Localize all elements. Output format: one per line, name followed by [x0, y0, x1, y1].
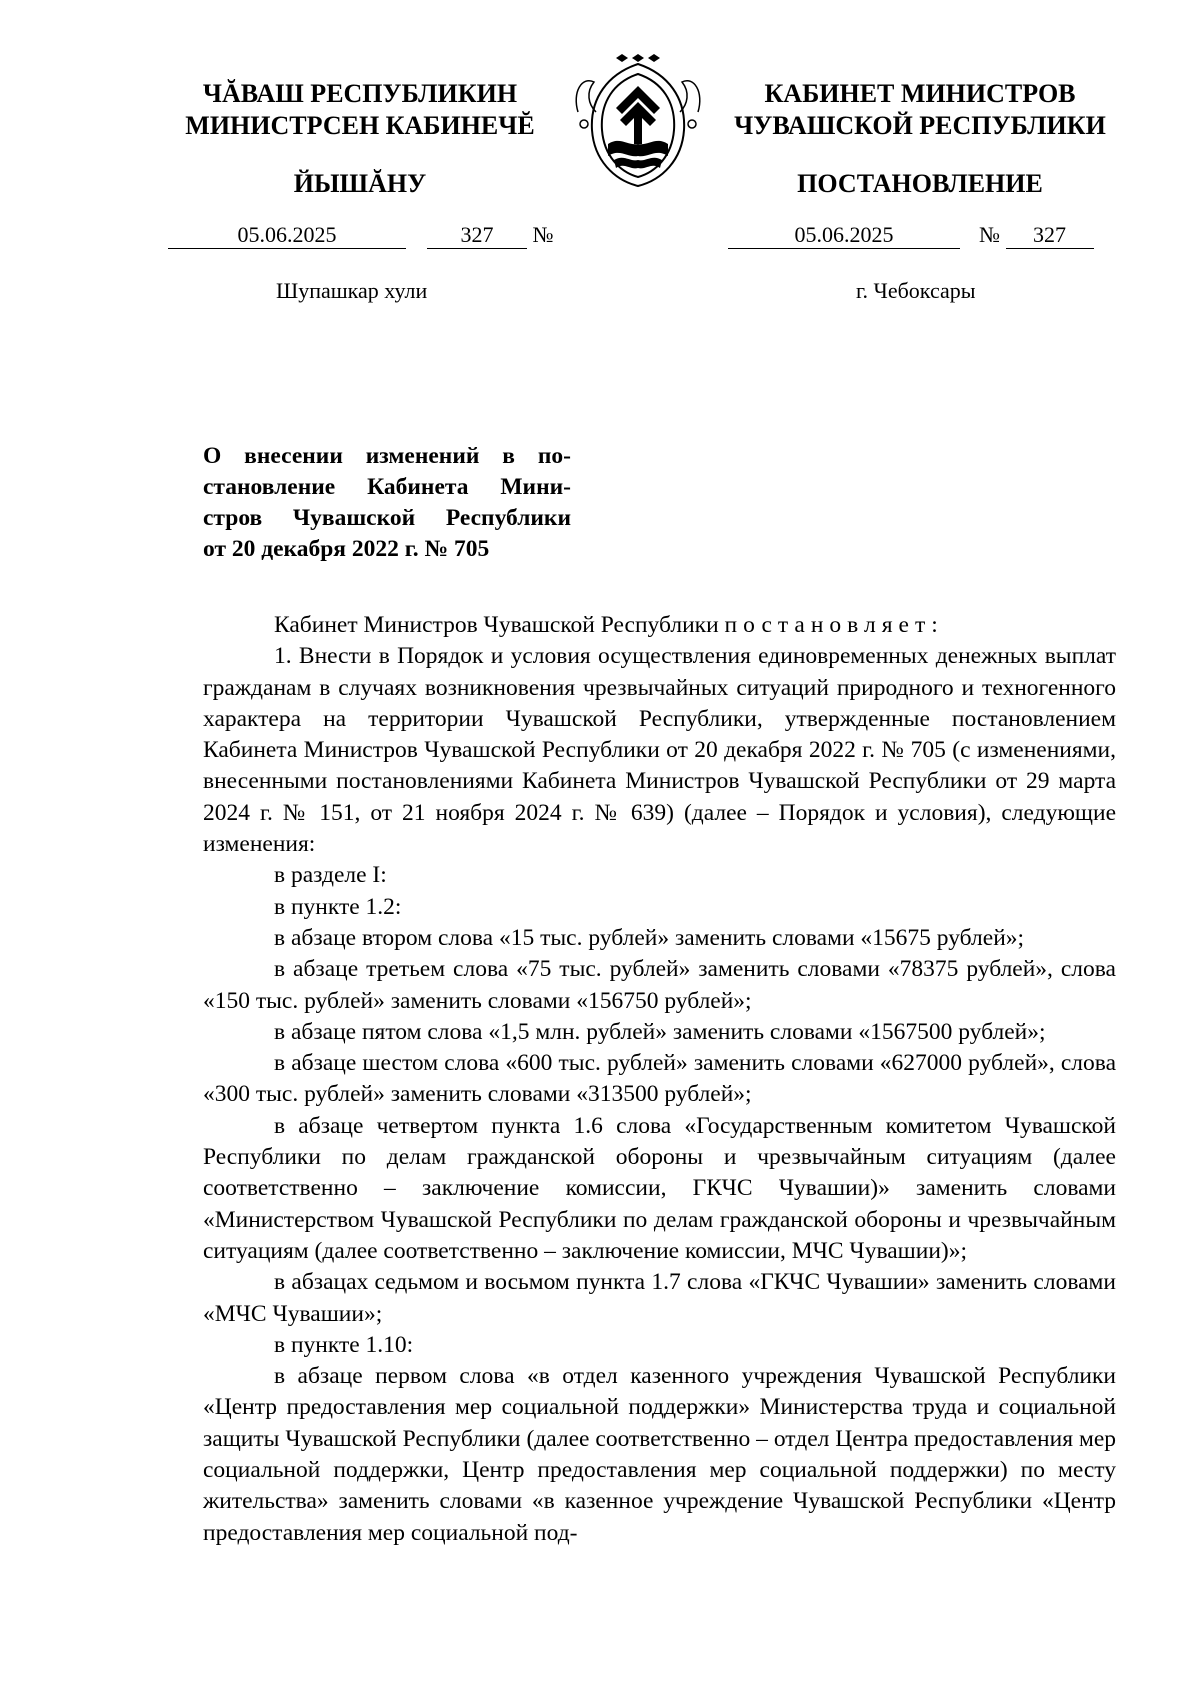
right-date: 05.06.2025 [728, 222, 960, 249]
body-paragraph: в абзаце третьем слова «75 тыс. рублей» заменить словами «78375 рублей», слова «150 тыс. рублей» заменить словами «156750 рублей»; [203, 956, 1116, 1014]
body-paragraph: в абзаце пятом слова «1,5 млн. рублей» заменить словами «1567500 рублей»; [274, 1018, 1046, 1045]
right-number-sign: № [979, 222, 1000, 247]
left-date: 05.06.2025 [168, 222, 406, 249]
title-line: О внесении изменений в по- [203, 443, 571, 469]
intro-paragraph [203, 610, 1116, 641]
header-russian-line2: ЧУВАШСКОЙ РЕСПУБЛИКИ [734, 111, 1106, 140]
chuvash-emblem-icon [568, 52, 708, 192]
right-date-number-line [728, 222, 1094, 249]
body-paragraph: в абзаце втором слова «15 тыс. рублей» заменить словами «15675 рублей»; [274, 924, 1025, 951]
intro-prefix: Кабинет Министров Чувашской Республики [274, 612, 719, 638]
body-paragraph: в абзаце шестом слова «600 тыс. рублей» заменить словами «627000 рублей», слова «300 тыс. рублей» заменить словами «313500 рублей»; [203, 1050, 1116, 1108]
header-chuvash [160, 78, 560, 200]
body-paragraph: 1. Внести в Порядок и условия осуществления единовременных денежных выплат гражданам в случаях возникновения чрезвычайных ситуаций природного и техногенного характера на территории Чувашской Республики, утвержденные постановлением Кабинета Министров Чувашской Республики от 20 декабря 2022 г. № 705 (с изменениями, внесенными постановлениями Кабинета Министров Чувашской Республики от 29 марта 2024 г. № 151, от 21 ноября 2024 г. № 639) (далее – Порядок и условия), следующие изменения: [203, 643, 1116, 858]
body-paragraph: в абзаце четвертом пункта 1.6 слова «Государственным комитетом Чувашской Республики по делам гражданской обороны и чрезвычайным ситуациям (далее соответственно – заключение комиссии, ГКЧС Чувашии)» заменить словами «Министерством Чувашской Республики по делам гражданской обороны и чрезвычайным ситуациям (далее соответственно – заключение комиссии, МЧС Чувашии)»; [203, 1112, 1116, 1264]
body-paragraph: в разделе I: [274, 862, 387, 889]
header-chuvash-doctype: ЙЫШĂНУ [293, 169, 427, 198]
right-number: 327 [1006, 222, 1094, 249]
body-paragraph: в пункте 1.2: [274, 893, 402, 920]
left-number-sign: № [532, 222, 554, 247]
title-line: становление Кабинета Мини- [203, 474, 571, 500]
left-number: 327 [427, 222, 527, 249]
header-russian-doctype: ПОСТАНОВЛЕНИЕ [797, 169, 1043, 198]
header-russian-line1: КАБИНЕТ МИНИСТРОВ [764, 79, 1076, 108]
body-paragraph: в абзаце первом слова «в отдел казенного учреждения Чувашской Республики «Центр предоставления мер социальной поддержки» Министерства труда и социальной защиты Чувашской Республики (далее соответственно – отдел Центра предоставления мер социальной поддержки, Центр предоставления мер социальной поддержки) по месту жительства» заменить словами «в казенное учреждение Чувашской Республики «Центр предоставления мер социальной под- [203, 1363, 1116, 1546]
header-russian [720, 78, 1120, 200]
header-chuvash-line1: ЧĂВАШ РЕСПУБЛИКИН [202, 79, 518, 108]
body-paragraph: в пункте 1.10: [274, 1331, 414, 1358]
title-line: стров Чувашской Республики [203, 505, 571, 531]
body-paragraph: в абзацах седьмом и восьмом пункта 1.7 слова «ГКЧС Чувашии» заменить словами «МЧС Чувашии»; [203, 1269, 1116, 1327]
intro-decree-word: постановляет: [724, 612, 944, 638]
document-body [203, 610, 1116, 1549]
document-title [203, 441, 571, 565]
city-chuvash: Шупашкар хули [276, 278, 428, 303]
title-line: от 20 декабря 2022 г. № 705 [203, 536, 490, 562]
left-date-number-line [168, 222, 554, 249]
city-russian: г. Чебоксары [856, 278, 976, 303]
header-chuvash-line2: МИНИСТРСЕН КАБИНЕЧĔ [185, 111, 535, 140]
